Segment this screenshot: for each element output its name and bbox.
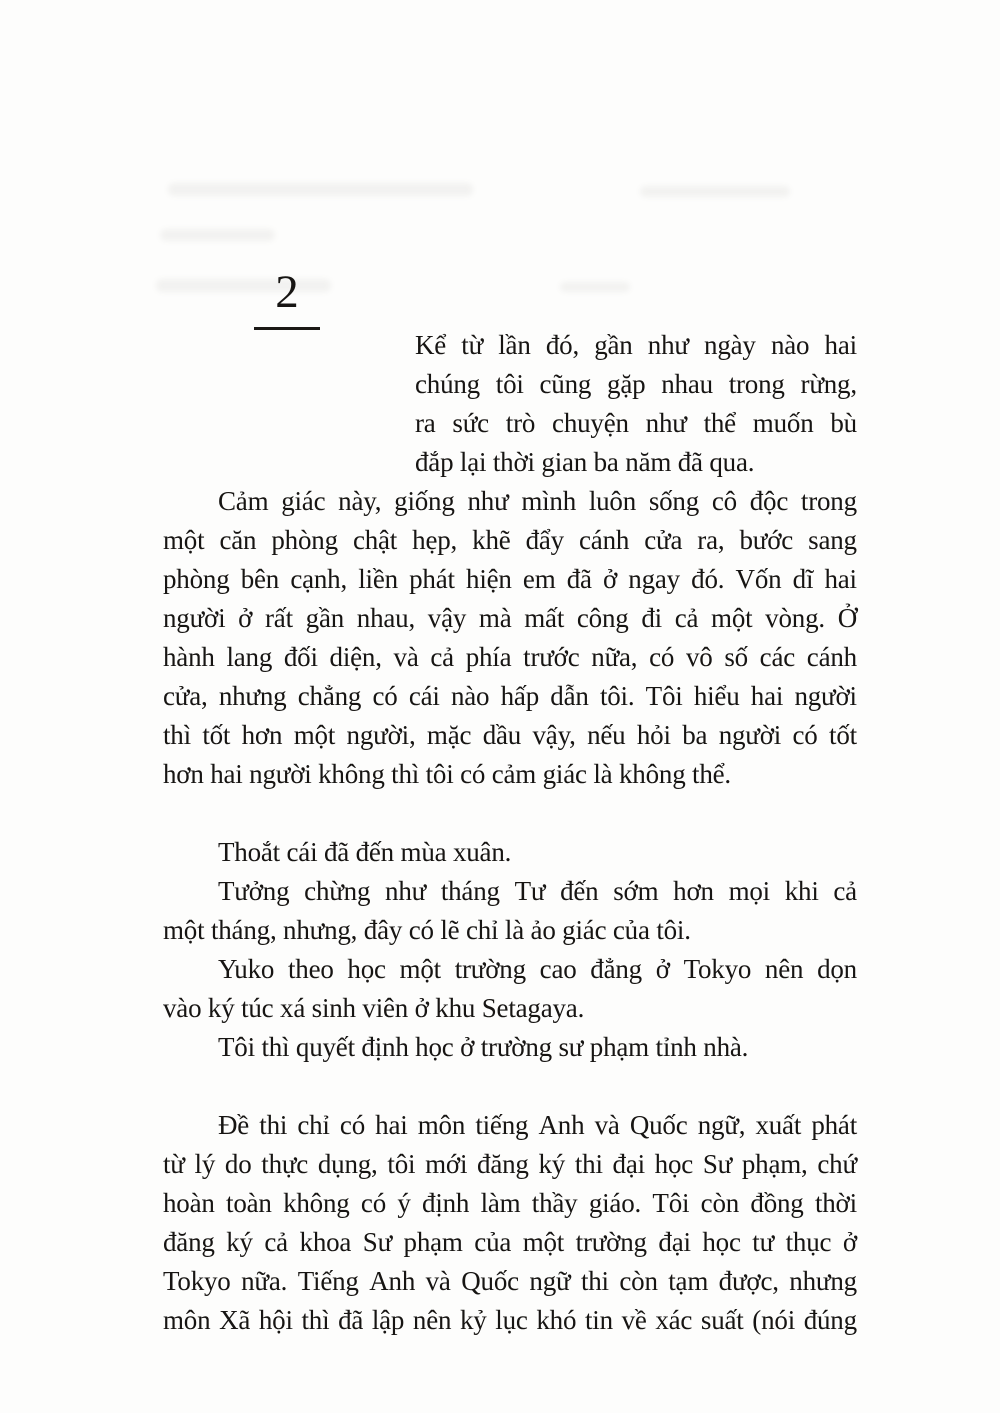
text-line: chúng tôi cũng gặp nhau trong rừng, — [415, 369, 857, 399]
paragraph-3 — [163, 872, 857, 950]
text-line: đắp lại thời gian ba năm đã qua. — [415, 447, 755, 477]
text-line: Thoắt cái đã đến mùa xuân. — [218, 837, 512, 867]
text-line: vào ký túc xá sinh viên ở khu Setagaya. — [163, 993, 585, 1023]
bleed-through-mark — [640, 186, 790, 197]
text-line: Đề thi chỉ có hai môn tiếng Anh và Quốc ngữ, xuất phát — [218, 1110, 857, 1140]
paragraph-1 — [163, 482, 857, 794]
text-line: Tôi thì quyết định học ở trường sư phạm tỉnh nhà. — [218, 1032, 749, 1062]
text-line: từ lý do thực dụng, tôi mới đăng ký thi đại học Sư phạm, chứ — [163, 1149, 857, 1179]
text-line: một tháng, nhưng, đây có lẽ chỉ là ảo giác của tôi. — [163, 915, 691, 945]
text-line: thì tốt hơn một người, mặc dầu vậy, nếu hỏi ba người có tốt — [163, 720, 857, 750]
text-line: người ở rất gần nhau, vậy mà mất công đi cả một vòng. Ở — [163, 603, 857, 633]
text-line: Kể từ lần đó, gần như ngày nào hai — [415, 330, 857, 360]
bleed-through-mark — [168, 183, 473, 196]
text-line: phòng bên cạnh, liền phát hiện em đã ở ngay đó. Vốn dĩ hai — [163, 564, 857, 594]
paragraph-spacer — [163, 794, 857, 833]
text-line: hành lang đối diện, và cả phía trước nữa, có vô số các cánh — [163, 642, 857, 672]
text-line: hơn hai người không thì tôi có cảm giác là không thể. — [163, 759, 731, 789]
text-line: cửa, nhưng chẳng có cái nào hấp dẫn tôi. Tôi hiểu hai người — [163, 681, 857, 711]
text-line: Tokyo nữa. Tiếng Anh và Quốc ngữ thi còn tạm được, nhưng — [163, 1266, 857, 1296]
text-line: một căn phòng chật hẹp, khẽ đẩy cánh cửa ra, bước sang — [163, 525, 857, 555]
text-line: Yuko theo học một trường cao đẳng ở Tokyo nên dọn — [218, 954, 857, 984]
text-line: Cảm giác này, giống như mình luôn sống cô độc trong — [218, 486, 857, 516]
text-line: ra sức trò chuyện như thể muốn bù — [415, 408, 857, 438]
text-line: đăng ký cả khoa Sư phạm của một trường đại học tư thục ở — [163, 1227, 857, 1257]
paragraph-2 — [163, 833, 857, 872]
chapter-number: 2 — [254, 267, 320, 330]
opening-paragraph — [415, 326, 857, 482]
bleed-through-mark — [160, 229, 275, 241]
paragraph-4 — [163, 950, 857, 1028]
bleed-through-mark — [560, 282, 630, 292]
paragraph-spacer — [163, 1067, 857, 1106]
chapter-heading — [254, 267, 320, 330]
paragraph-6 — [163, 1106, 857, 1340]
text-line: Tưởng chừng như tháng Tư đến sớm hơn mọi khi cả — [218, 876, 857, 906]
text-line: hoàn toàn không có ý định làm thầy giáo. Tôi còn đồng thời — [163, 1188, 857, 1218]
paragraph-5 — [163, 1028, 857, 1067]
page-text — [163, 326, 857, 1340]
text-line: môn Xã hội thì đã lập nên kỷ lục khó tin về xác suất (nói đúng — [163, 1305, 857, 1335]
